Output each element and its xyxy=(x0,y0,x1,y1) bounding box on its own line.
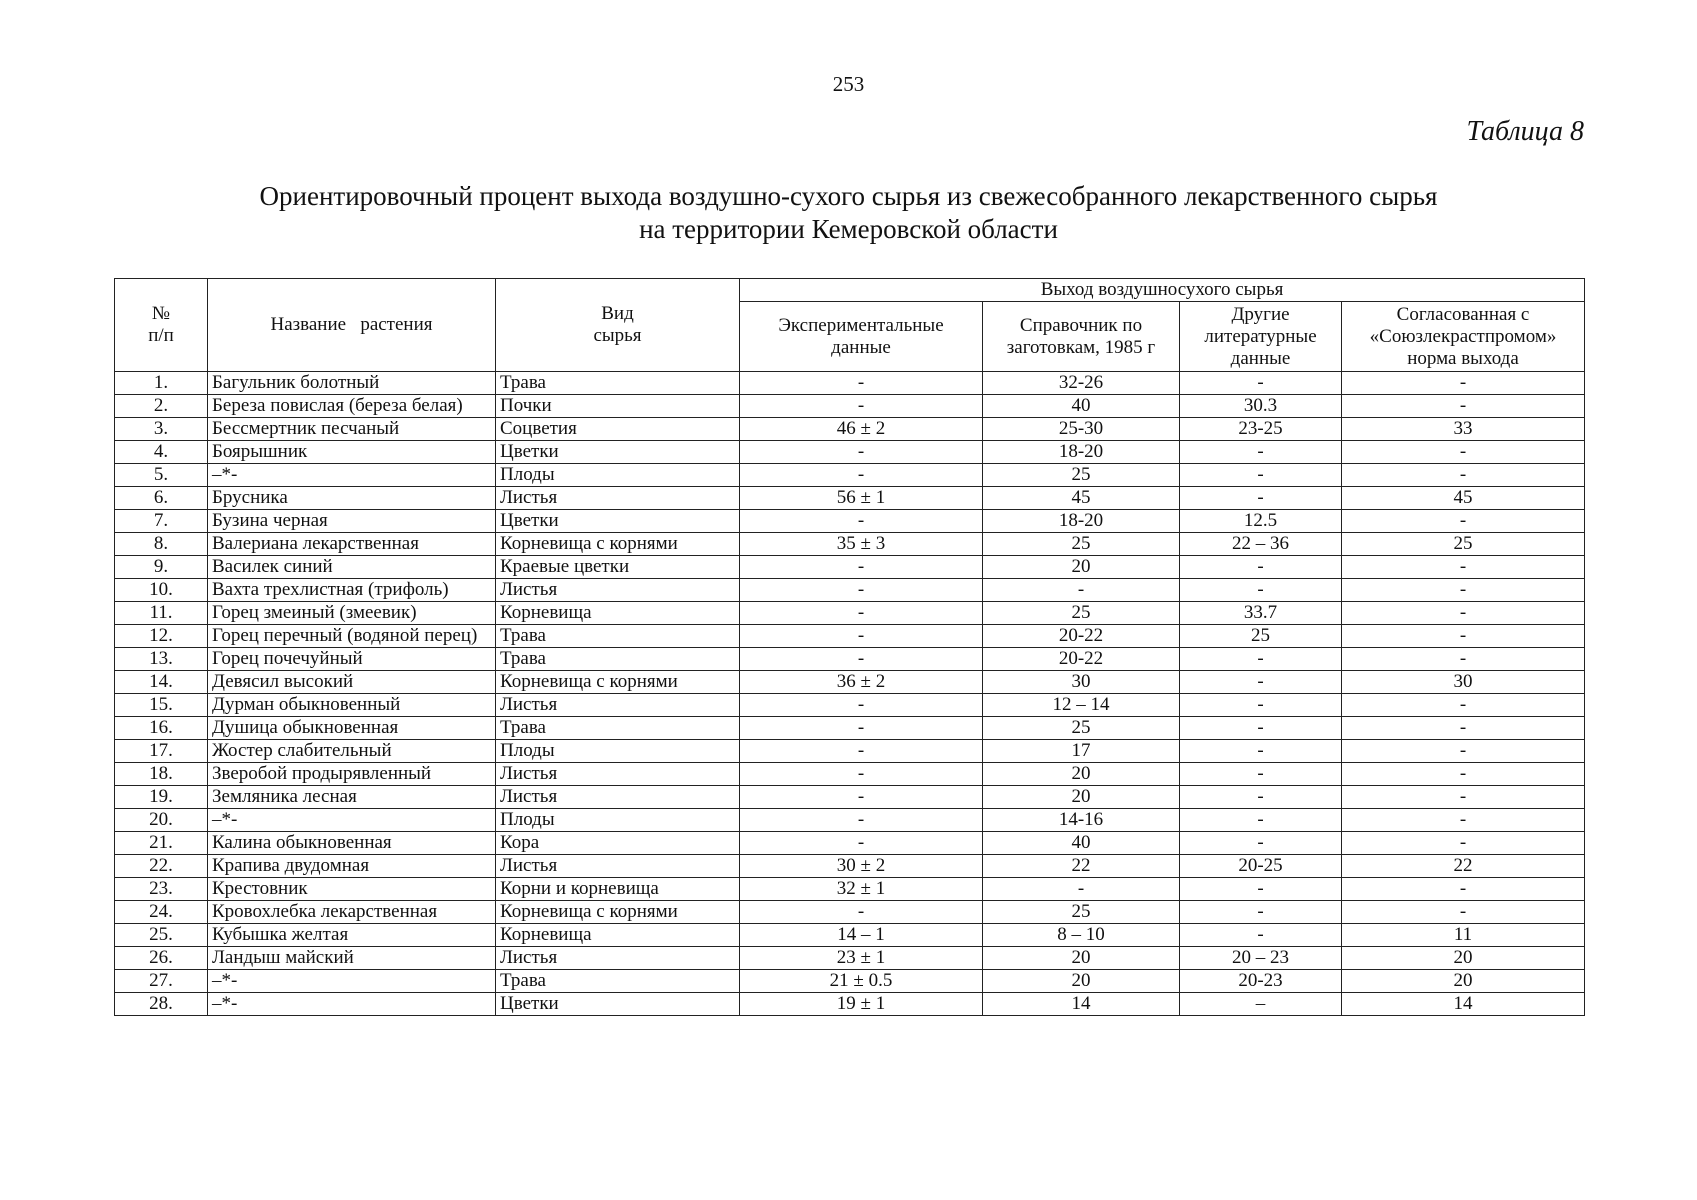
cell-number: 4. xyxy=(115,441,208,464)
cell-literature: - xyxy=(1180,648,1342,671)
cell-norm: 45 xyxy=(1342,487,1585,510)
cell-norm: - xyxy=(1342,441,1585,464)
cell-plant-name: –*- xyxy=(208,464,496,487)
cell-plant-name: Крестовник xyxy=(208,878,496,901)
cell-reference: 14-16 xyxy=(983,809,1180,832)
cell-material-type: Трава xyxy=(496,648,740,671)
table-row xyxy=(115,878,1585,901)
cell-literature: 20 – 23 xyxy=(1180,947,1342,970)
cell-reference: 8 – 10 xyxy=(983,924,1180,947)
cell-plant-name: Ландыш майский xyxy=(208,947,496,970)
table-row xyxy=(115,786,1585,809)
cell-reference: 40 xyxy=(983,832,1180,855)
cell-literature: – xyxy=(1180,993,1342,1016)
cell-norm: 11 xyxy=(1342,924,1585,947)
cell-material-type: Листья xyxy=(496,786,740,809)
cell-experimental: - xyxy=(740,717,983,740)
cell-norm: - xyxy=(1342,809,1585,832)
cell-plant-name: Горец перечный (водяной перец) xyxy=(208,625,496,648)
cell-literature: 22 – 36 xyxy=(1180,533,1342,556)
cell-experimental: - xyxy=(740,602,983,625)
header-reference-line-2: заготовкам, 1985 г xyxy=(1006,336,1156,358)
cell-experimental: 35 ± 3 xyxy=(740,533,983,556)
cell-reference: 20 xyxy=(983,970,1180,993)
cell-material-type: Цветки xyxy=(496,993,740,1016)
header-material-type-line-1: Вид xyxy=(601,303,634,324)
cell-norm: - xyxy=(1342,372,1585,395)
cell-number: 16. xyxy=(115,717,208,740)
cell-literature: - xyxy=(1180,901,1342,924)
table-row xyxy=(115,855,1585,878)
table-row xyxy=(115,924,1585,947)
cell-reference: 18-20 xyxy=(983,510,1180,533)
cell-literature: - xyxy=(1180,464,1342,487)
cell-reference: 22 xyxy=(983,855,1180,878)
cell-experimental: 36 ± 2 xyxy=(740,671,983,694)
table-row xyxy=(115,648,1585,671)
cell-reference: - xyxy=(983,579,1180,602)
cell-experimental: 32 ± 1 xyxy=(740,878,983,901)
cell-norm: 20 xyxy=(1342,947,1585,970)
cell-material-type: Цветки xyxy=(496,510,740,533)
cell-number: 27. xyxy=(115,970,208,993)
cell-experimental: 46 ± 2 xyxy=(740,418,983,441)
cell-number: 13. xyxy=(115,648,208,671)
table-row xyxy=(115,372,1585,395)
cell-literature: 30.3 xyxy=(1180,395,1342,418)
header-material-type xyxy=(496,279,740,372)
header-literature-line-2: литературные xyxy=(1204,325,1317,347)
cell-norm: 30 xyxy=(1342,671,1585,694)
cell-literature: - xyxy=(1180,717,1342,740)
cell-reference: 20-22 xyxy=(983,648,1180,671)
cell-literature: - xyxy=(1180,441,1342,464)
cell-norm: 22 xyxy=(1342,855,1585,878)
cell-norm: - xyxy=(1342,579,1585,602)
cell-material-type: Листья xyxy=(496,579,740,602)
cell-plant-name: Василек синий xyxy=(208,556,496,579)
cell-literature: - xyxy=(1180,763,1342,786)
table-row xyxy=(115,993,1585,1016)
cell-norm: 20 xyxy=(1342,970,1585,993)
cell-material-type: Краевые цветки xyxy=(496,556,740,579)
table-row xyxy=(115,809,1585,832)
cell-literature: 33.7 xyxy=(1180,602,1342,625)
cell-experimental: - xyxy=(740,763,983,786)
header-plant-name-text: Название растения xyxy=(270,314,433,335)
cell-literature: 25 xyxy=(1180,625,1342,648)
table-row xyxy=(115,418,1585,441)
table-label: Таблица 8 xyxy=(1466,116,1584,147)
cell-literature: 20-23 xyxy=(1180,970,1342,993)
cell-norm: - xyxy=(1342,878,1585,901)
cell-literature: - xyxy=(1180,832,1342,855)
header-plant-name xyxy=(208,279,496,372)
cell-norm: - xyxy=(1342,694,1585,717)
cell-material-type: Плоды xyxy=(496,809,740,832)
cell-plant-name: Вахта трехлистная (трифоль) xyxy=(208,579,496,602)
cell-reference: 25 xyxy=(983,602,1180,625)
cell-material-type: Корни и корневища xyxy=(496,878,740,901)
cell-reference: 25-30 xyxy=(983,418,1180,441)
header-agreed-norm xyxy=(1342,302,1585,372)
cell-number: 3. xyxy=(115,418,208,441)
cell-norm: - xyxy=(1342,648,1585,671)
cell-norm: 25 xyxy=(1342,533,1585,556)
table-row xyxy=(115,487,1585,510)
table-row xyxy=(115,441,1585,464)
table-row xyxy=(115,464,1585,487)
cell-number: 7. xyxy=(115,510,208,533)
table-row xyxy=(115,832,1585,855)
cell-reference: 45 xyxy=(983,487,1180,510)
cell-number: 15. xyxy=(115,694,208,717)
cell-number: 22. xyxy=(115,855,208,878)
cell-plant-name: Багульник болотный xyxy=(208,372,496,395)
cell-experimental: - xyxy=(740,786,983,809)
cell-reference: 14 xyxy=(983,993,1180,1016)
header-number xyxy=(115,279,208,372)
cell-experimental: - xyxy=(740,740,983,763)
cell-material-type: Плоды xyxy=(496,464,740,487)
cell-literature: - xyxy=(1180,487,1342,510)
table-row xyxy=(115,602,1585,625)
cell-number: 24. xyxy=(115,901,208,924)
cell-material-type: Корневища с корнями xyxy=(496,671,740,694)
cell-plant-name: Горец змеиный (змеевик) xyxy=(208,602,496,625)
table-row xyxy=(115,556,1585,579)
cell-reference: 20 xyxy=(983,763,1180,786)
cell-literature: - xyxy=(1180,556,1342,579)
table-row xyxy=(115,579,1585,602)
cell-experimental: - xyxy=(740,441,983,464)
cell-experimental: - xyxy=(740,395,983,418)
cell-reference: 40 xyxy=(983,395,1180,418)
cell-material-type: Корневища с корнями xyxy=(496,533,740,556)
cell-plant-name: Горец почечуйный xyxy=(208,648,496,671)
cell-number: 1. xyxy=(115,372,208,395)
cell-material-type: Листья xyxy=(496,487,740,510)
cell-number: 20. xyxy=(115,809,208,832)
cell-experimental: - xyxy=(740,625,983,648)
cell-number: 5. xyxy=(115,464,208,487)
cell-number: 14. xyxy=(115,671,208,694)
cell-literature: - xyxy=(1180,671,1342,694)
cell-plant-name: Земляника лесная xyxy=(208,786,496,809)
header-other-literature xyxy=(1180,302,1342,372)
cell-reference: 25 xyxy=(983,717,1180,740)
cell-experimental: - xyxy=(740,832,983,855)
cell-norm: - xyxy=(1342,901,1585,924)
cell-experimental: - xyxy=(740,901,983,924)
header-row-1 xyxy=(115,279,1585,302)
cell-number: 26. xyxy=(115,947,208,970)
cell-number: 19. xyxy=(115,786,208,809)
table-row xyxy=(115,694,1585,717)
cell-plant-name: Жостер слабительный xyxy=(208,740,496,763)
cell-experimental: 21 ± 0.5 xyxy=(740,970,983,993)
cell-number: 8. xyxy=(115,533,208,556)
cell-norm: - xyxy=(1342,556,1585,579)
header-experimental-line-1: Экспериментальные xyxy=(778,314,944,336)
header-reference-line-1: Справочник по xyxy=(1019,314,1143,336)
cell-material-type: Кора xyxy=(496,832,740,855)
table-row xyxy=(115,901,1585,924)
cell-plant-name: Крапива двудомная xyxy=(208,855,496,878)
cell-norm: - xyxy=(1342,395,1585,418)
cell-experimental: - xyxy=(740,372,983,395)
cell-experimental: - xyxy=(740,809,983,832)
header-number-line-2: п/п xyxy=(148,325,174,346)
cell-number: 17. xyxy=(115,740,208,763)
cell-norm: - xyxy=(1342,832,1585,855)
cell-reference: 20-22 xyxy=(983,625,1180,648)
table-row xyxy=(115,717,1585,740)
cell-experimental: 14 – 1 xyxy=(740,924,983,947)
cell-plant-name: –*- xyxy=(208,809,496,832)
cell-reference: 32-26 xyxy=(983,372,1180,395)
table-row xyxy=(115,970,1585,993)
cell-number: 2. xyxy=(115,395,208,418)
data-table xyxy=(114,278,1585,1016)
header-reference-1985 xyxy=(983,302,1180,372)
cell-number: 10. xyxy=(115,579,208,602)
cell-norm: 14 xyxy=(1342,993,1585,1016)
cell-experimental: 23 ± 1 xyxy=(740,947,983,970)
cell-material-type: Трава xyxy=(496,625,740,648)
header-number-line-1: № xyxy=(151,303,171,324)
cell-literature: - xyxy=(1180,372,1342,395)
cell-number: 9. xyxy=(115,556,208,579)
table-row xyxy=(115,947,1585,970)
cell-norm: - xyxy=(1342,602,1585,625)
header-norm-line-2: «Союзлекрастпромом» xyxy=(1369,325,1557,347)
cell-plant-name: Душица обыкновенная xyxy=(208,717,496,740)
cell-number: 6. xyxy=(115,487,208,510)
cell-material-type: Листья xyxy=(496,947,740,970)
title-line-1: Ориентировочный процент выхода воздушно-сухого сырья из свежесобранного лекарственного сырья xyxy=(259,181,1438,211)
cell-number: 18. xyxy=(115,763,208,786)
cell-reference: 20 xyxy=(983,786,1180,809)
table-row xyxy=(115,395,1585,418)
cell-material-type: Трава xyxy=(496,372,740,395)
title-line-2: на территории Кемеровской области xyxy=(639,214,1058,244)
cell-literature: - xyxy=(1180,924,1342,947)
cell-experimental: 30 ± 2 xyxy=(740,855,983,878)
cell-norm: - xyxy=(1342,763,1585,786)
cell-norm: - xyxy=(1342,510,1585,533)
cell-literature: 23-25 xyxy=(1180,418,1342,441)
cell-experimental: - xyxy=(740,510,983,533)
cell-reference: 30 xyxy=(983,671,1180,694)
cell-reference: 25 xyxy=(983,533,1180,556)
cell-norm: - xyxy=(1342,786,1585,809)
cell-literature: - xyxy=(1180,694,1342,717)
table-row xyxy=(115,671,1585,694)
cell-experimental: - xyxy=(740,579,983,602)
cell-experimental: 56 ± 1 xyxy=(740,487,983,510)
cell-material-type: Листья xyxy=(496,763,740,786)
cell-literature: - xyxy=(1180,809,1342,832)
table-row xyxy=(115,533,1585,556)
cell-material-type: Листья xyxy=(496,855,740,878)
cell-number: 11. xyxy=(115,602,208,625)
table-title xyxy=(0,180,1697,246)
header-norm-line-1: Согласованная с xyxy=(1396,303,1530,325)
cell-literature: - xyxy=(1180,786,1342,809)
cell-plant-name: Боярышник xyxy=(208,441,496,464)
cell-material-type: Цветки xyxy=(496,441,740,464)
header-experimental-line-2: данные xyxy=(831,336,891,358)
cell-material-type: Трава xyxy=(496,970,740,993)
cell-norm: - xyxy=(1342,464,1585,487)
cell-norm: - xyxy=(1342,625,1585,648)
cell-norm: - xyxy=(1342,740,1585,763)
cell-experimental: - xyxy=(740,464,983,487)
cell-reference: 25 xyxy=(983,901,1180,924)
cell-experimental: - xyxy=(740,556,983,579)
table-body xyxy=(115,372,1585,1016)
table-row xyxy=(115,740,1585,763)
cell-material-type: Почки xyxy=(496,395,740,418)
cell-plant-name: –*- xyxy=(208,970,496,993)
header-experimental xyxy=(740,302,983,372)
cell-norm: - xyxy=(1342,717,1585,740)
cell-plant-name: Брусника xyxy=(208,487,496,510)
table-row xyxy=(115,625,1585,648)
cell-material-type: Корневища с корнями xyxy=(496,901,740,924)
cell-literature: - xyxy=(1180,579,1342,602)
cell-literature: - xyxy=(1180,878,1342,901)
cell-plant-name: Калина обыкновенная xyxy=(208,832,496,855)
cell-reference: 20 xyxy=(983,556,1180,579)
cell-plant-name: Девясил высокий xyxy=(208,671,496,694)
cell-reference: 17 xyxy=(983,740,1180,763)
cell-reference: 18-20 xyxy=(983,441,1180,464)
cell-reference: 25 xyxy=(983,464,1180,487)
cell-norm: 33 xyxy=(1342,418,1585,441)
cell-experimental: 19 ± 1 xyxy=(740,993,983,1016)
header-literature-line-1: Другие xyxy=(1231,303,1290,325)
header-material-type-line-2: сырья xyxy=(593,325,642,346)
cell-plant-name: Валериана лекарственная xyxy=(208,533,496,556)
header-norm-line-3: норма выхода xyxy=(1407,347,1519,369)
cell-material-type: Корневища xyxy=(496,602,740,625)
cell-number: 12. xyxy=(115,625,208,648)
cell-experimental: - xyxy=(740,694,983,717)
cell-plant-name: Береза повислая (береза белая) xyxy=(208,395,496,418)
cell-material-type: Трава xyxy=(496,717,740,740)
cell-reference: - xyxy=(983,878,1180,901)
cell-number: 21. xyxy=(115,832,208,855)
header-yield-group: Выход воздушносухого сырья xyxy=(740,279,1585,302)
cell-material-type: Листья xyxy=(496,694,740,717)
cell-plant-name: Дурман обыкновенный xyxy=(208,694,496,717)
cell-plant-name: Бессмертник песчаный xyxy=(208,418,496,441)
cell-plant-name: Кровохлебка лекарственная xyxy=(208,901,496,924)
cell-literature: 20-25 xyxy=(1180,855,1342,878)
cell-plant-name: Кубышка желтая xyxy=(208,924,496,947)
cell-plant-name: Бузина черная xyxy=(208,510,496,533)
cell-material-type: Корневища xyxy=(496,924,740,947)
cell-literature: 12.5 xyxy=(1180,510,1342,533)
cell-experimental: - xyxy=(740,648,983,671)
cell-material-type: Плоды xyxy=(496,740,740,763)
cell-plant-name: –*- xyxy=(208,993,496,1016)
table-row xyxy=(115,763,1585,786)
cell-plant-name: Зверобой продырявленный xyxy=(208,763,496,786)
cell-number: 23. xyxy=(115,878,208,901)
page-number: 253 xyxy=(832,72,865,96)
cell-material-type: Соцветия xyxy=(496,418,740,441)
cell-reference: 12 – 14 xyxy=(983,694,1180,717)
cell-number: 25. xyxy=(115,924,208,947)
table-row xyxy=(115,510,1585,533)
cell-reference: 20 xyxy=(983,947,1180,970)
cell-literature: - xyxy=(1180,740,1342,763)
cell-number: 28. xyxy=(115,993,208,1016)
header-literature-line-3: данные xyxy=(1230,347,1291,369)
